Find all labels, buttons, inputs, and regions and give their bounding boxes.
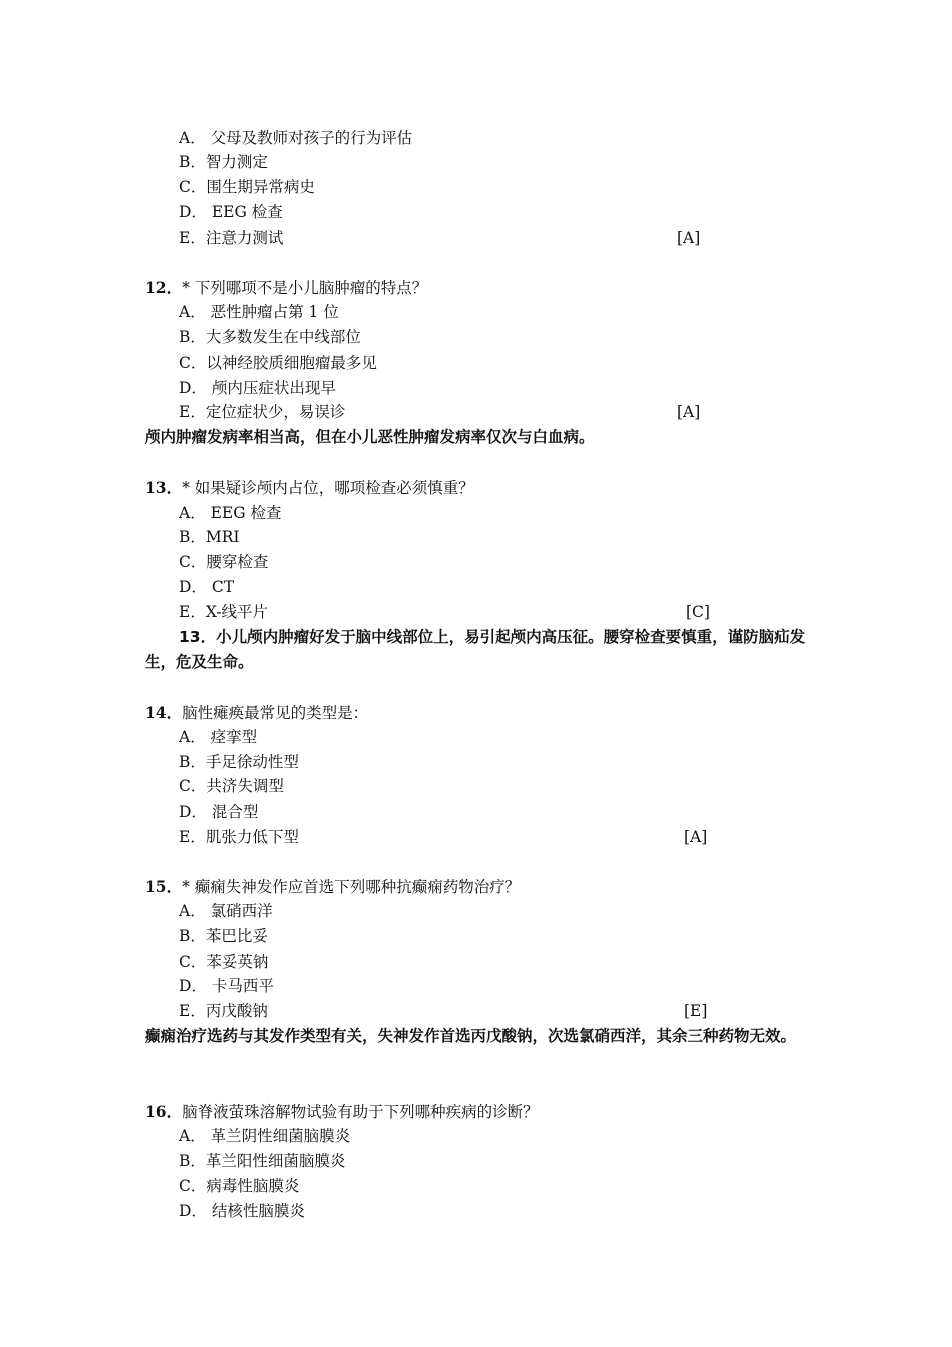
q16-stem-line — [0, 1099, 952, 1124]
q13-answer: [C] — [686, 603, 710, 621]
q16-option-a: A． 革兰阴性细菌脑膜炎 — [179, 1127, 351, 1145]
q12-option-a: A． 恶性肿瘤占第 1 位 — [179, 303, 339, 321]
q13-option-c: C．腰穿检查 — [179, 553, 269, 571]
q11-option-c: C．围生期异常病史 — [179, 178, 315, 196]
q14-option-e — [0, 825, 952, 850]
q11-answer: [A] — [677, 229, 701, 247]
q14-option-a: A． 痉挛型 — [179, 728, 258, 746]
q12-option-c: C．以神经胶质细胞瘤最多见 — [179, 354, 377, 372]
q13-option-e-text: E．X-线平片 — [179, 603, 269, 621]
q12-option-b: B．大多数发生在中线部位 — [179, 328, 361, 346]
q11-option-e — [0, 226, 952, 251]
q16-option-b: B．革兰阳性细菌脑膜炎 — [179, 1152, 346, 1170]
q15-option-b: B．苯巴比妥 — [179, 927, 268, 945]
q15-stem: * 癫痫失神发作应首选下列哪种抗癫痫药物治疗？ — [182, 878, 521, 896]
q12-answer: [A] — [677, 403, 701, 421]
q14-option-d: D． 混合型 — [179, 803, 259, 821]
q16-option-d: D． 结核性脑膜炎 — [179, 1202, 305, 1220]
q16-option-c: C．病毒性脑膜炎 — [179, 1177, 300, 1195]
q13-stem-line — [0, 475, 952, 500]
q11-option-d: D． EEG 检查 — [179, 203, 283, 221]
q15-option-e-text: E．丙戊酸钠 — [179, 1002, 268, 1020]
q16-number: 16． — [145, 1102, 183, 1121]
q12-option-e — [0, 400, 952, 425]
q13-stem: * 如果疑诊颅内占位，哪项检查必须慎重？ — [182, 479, 474, 497]
q12-option-e-text: E．定位症状少，易误诊 — [179, 403, 346, 421]
q15-answer: [E] — [684, 1002, 708, 1020]
q12-stem: * 下列哪项不是小儿脑肿瘤的特点？ — [182, 279, 428, 297]
q15-explanation: 癫痫治疗选药与其发作类型有关，失神发作首选丙戊酸钠，次选氯硝西洋，其余三种药物无效。 — [145, 1027, 797, 1045]
q13-explanation: 13．小儿颅内肿瘤好发于脑中线部位上，易引起颅内高压征。腰穿检查要慎重，谨防脑疝发生，危及生命。 — [145, 628, 806, 671]
q15-option-c: C．苯妥英钠 — [179, 953, 269, 971]
q13-number: 13． — [145, 478, 183, 497]
q11-option-b: B．智力测定 — [179, 153, 268, 171]
q14-option-c: C．共济失调型 — [179, 777, 284, 795]
q14-stem: 脑性瘫痪最常见的类型是： — [182, 704, 369, 722]
q13-option-b: B．MRI — [179, 528, 240, 546]
q14-number: 14． — [145, 703, 183, 722]
q13-option-e — [0, 600, 952, 625]
q15-option-a: A． 氯硝西洋 — [179, 902, 273, 920]
q13-option-d: D． CT — [179, 578, 235, 596]
q15-option-d: D． 卡马西平 — [179, 977, 274, 995]
q11-option-e-text: E．注意力测试 — [179, 229, 284, 247]
q15-number: 15． — [145, 877, 183, 896]
q16-stem: 脑脊液萤珠溶解物试验有助于下列哪种疾病的诊断？ — [182, 1103, 539, 1121]
q14-option-e-text: E．肌张力低下型 — [179, 828, 299, 846]
q15-option-e — [0, 999, 952, 1024]
q12-explanation: 颅内肿瘤发病率相当高，但在小儿恶性肿瘤发病率仅次与白血病。 — [145, 428, 595, 446]
q12-option-d: D． 颅内压症状出现早 — [179, 379, 336, 397]
q14-stem-line — [0, 700, 952, 725]
q12-stem-line — [0, 275, 952, 300]
q14-answer: [A] — [684, 828, 708, 846]
q14-option-b: B．手足徐动性型 — [179, 753, 299, 771]
q11-option-a: A． 父母及教师对孩子的行为评估 — [179, 129, 413, 147]
q12-number: 12． — [145, 278, 183, 297]
q15-stem-line — [0, 874, 952, 899]
q13-option-a: A． EEG 检查 — [179, 504, 282, 522]
